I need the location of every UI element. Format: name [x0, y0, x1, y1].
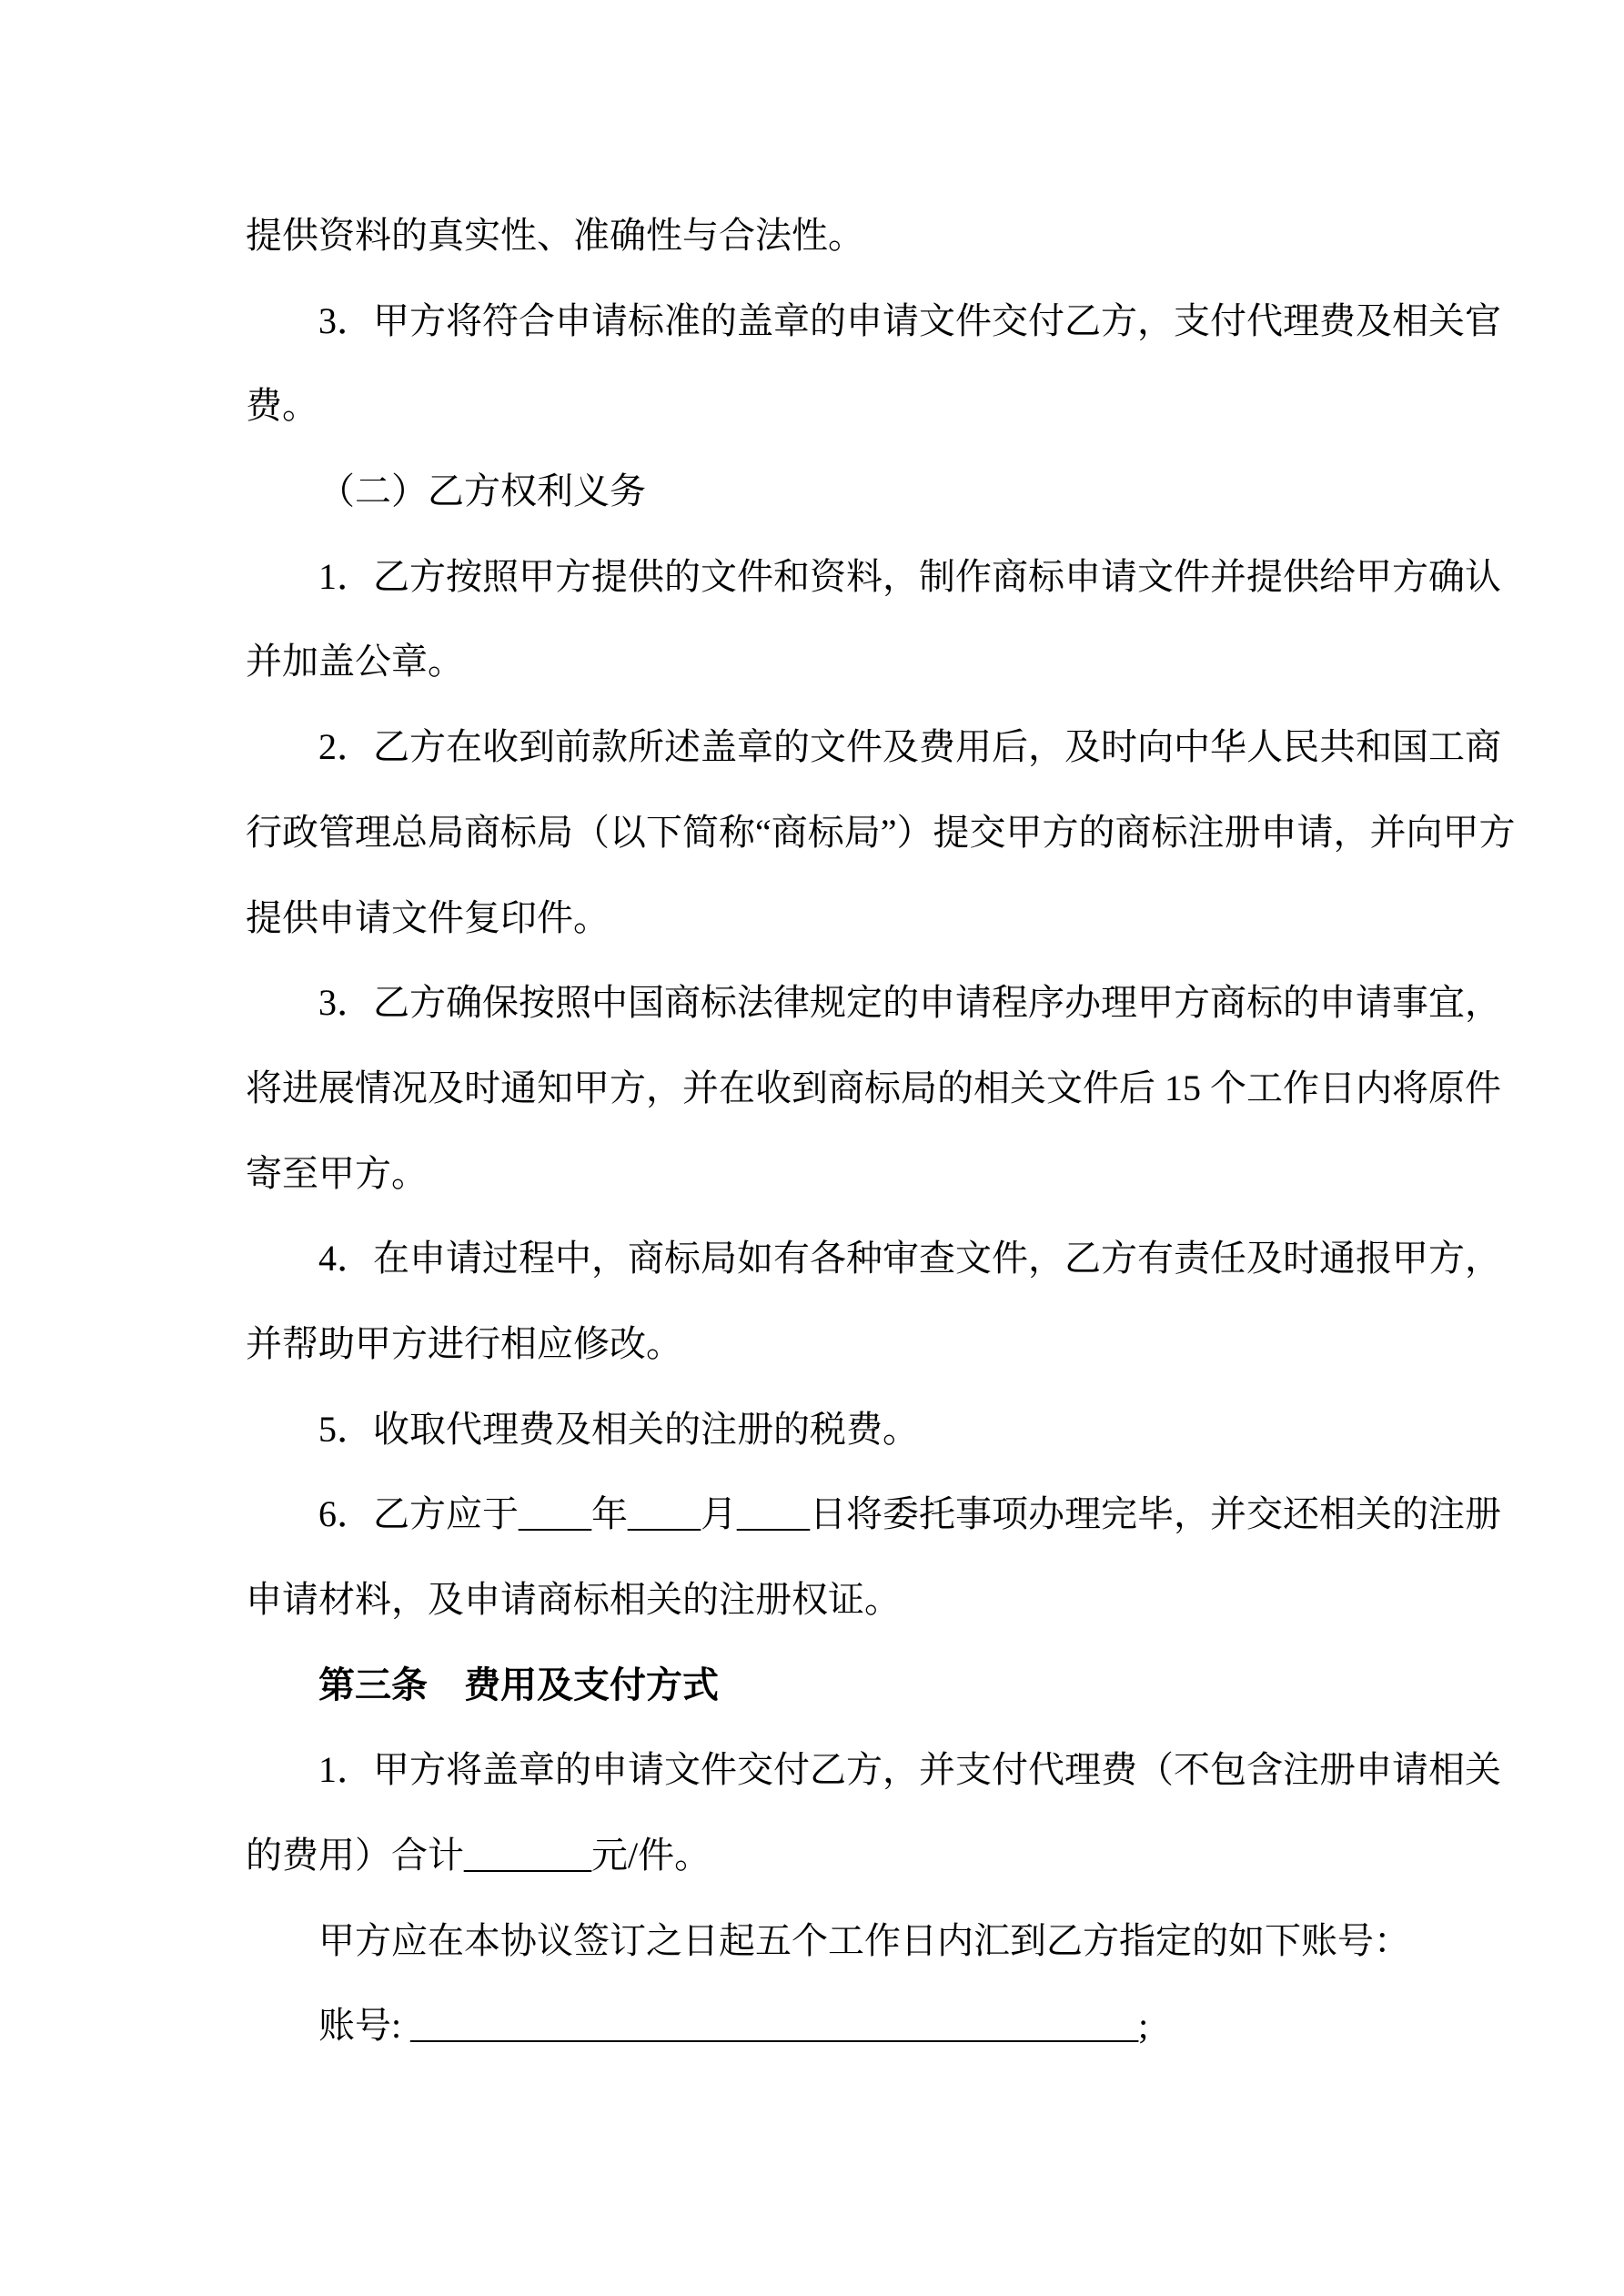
document-line: 提供资料的真实性、准确性与合法性。 — [246, 215, 864, 256]
document-line: 4．在申请过程中，商标局如有各种审查文件，乙方有责任及时通报甲方， — [318, 1238, 1501, 1279]
document-line: 寄至甲方。 — [246, 1152, 428, 1194]
document-line: 5．收取代理费及相关的注册的税费。 — [318, 1408, 919, 1450]
contract-body — [246, 193, 1516, 2068]
document-line: 1．甲方将盖章的申请文件交付乙方，并支付代理费（不包含注册申请相关 — [318, 1749, 1501, 1791]
document-line: 6．乙方应于____年____月____日将委托事项办理完毕，并交还相关的注册 — [318, 1493, 1501, 1535]
document-line: 的费用）合计_______元/件。 — [246, 1835, 711, 1876]
document-line: 并加盖公章。 — [246, 641, 464, 683]
section-heading: 第三条 费用及支付方式 — [318, 1664, 719, 1705]
document-line: （二）乙方权利义务 — [318, 470, 646, 512]
account-number-line: 账号: ________________________________________; — [318, 2005, 1149, 2047]
document-line: 3．乙方确保按照中国商标法律规定的申请程序办理甲方商标的申请事宜， — [318, 982, 1501, 1024]
document-line: 并帮助甲方进行相应修改。 — [246, 1322, 682, 1364]
document-line: 提供申请文件复印件。 — [246, 896, 610, 938]
document-line: 2．乙方在收到前款所述盖章的文件及费用后，及时向中华人民共和国工商 — [318, 726, 1501, 768]
document-line: 甲方应在本协议签订之日起五个工作日内汇到乙方指定的如下账号： — [318, 1919, 1410, 1961]
document-line: 将进展情况及时通知甲方，并在收到商标局的相关文件后 15 个工作日内将原件 — [246, 1067, 1501, 1108]
document-line: 行政管理总局商标局（以下简称“商标局”）提交甲方的商标注册申请，并向甲方 — [246, 811, 1516, 853]
document-line: 1．乙方按照甲方提供的文件和资料，制作商标申请文件并提供给甲方确认 — [318, 555, 1501, 597]
document-line: 3．甲方将符合申请标准的盖章的申请文件交付乙方，支付代理费及相关官 — [318, 299, 1501, 341]
document-line: 费。 — [246, 385, 318, 427]
document-line: 申请材料，及申请商标相关的注册权证。 — [246, 1579, 901, 1620]
